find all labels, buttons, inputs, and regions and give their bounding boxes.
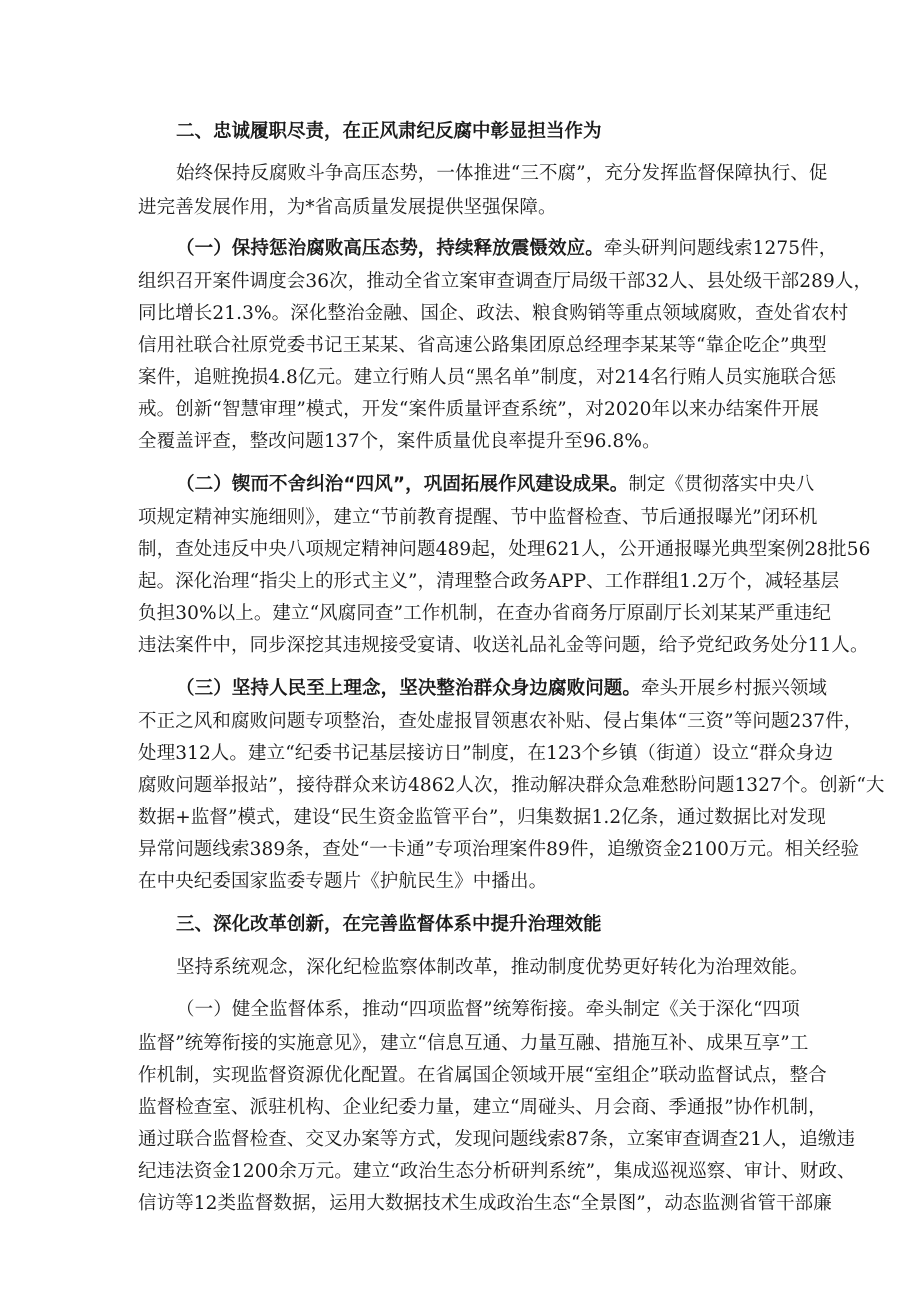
paragraph-line: 组织召开案件调度会36次，推动全省立案审查调查厅局级干部32人、县处级干部289人， [138, 271, 873, 292]
paragraph-line: 监督检查室、派驻机构、企业纪委力量，建立“周碰头、月会商、季通报”协作机制， [138, 1097, 827, 1118]
section-heading: 二、忠诚履职尽责，在正风肃纪反腐中彰显担当作为 [176, 121, 602, 142]
subsection-title: （三）坚持人民至上理念，坚决整治群众身边腐败问题。 [176, 678, 642, 699]
paragraph-line: 同比增长21.3%。深化整治金融、国企、政法、粮食购销等重点领域腐败，查处省农村 [138, 303, 849, 324]
paragraph-line: 案件，追赃挽损4.8亿元。建立行贿人员“黑名单”制度，对214名行贿人员实施联合惩 [138, 367, 837, 388]
paragraph-text: 牵头开展乡村振兴领域 [641, 678, 828, 699]
paragraph-line: 数据+监督”模式，建设“民生资金监管平台”，归集数据1.2亿条，通过数据比对发现 [138, 807, 826, 828]
paragraph-line [176, 233, 838, 265]
paragraph-line: 制，查处违反中央八项规定精神问题489起，处理621人，公开通报曝光典型案例28批56 [138, 539, 871, 560]
paragraph-line: 违法案件中，同步深挖其违规接受宴请、收送礼品礼金等问题，给予党纪政务处分11人。 [138, 635, 869, 656]
paragraph-line: 异常问题线索389条，查处“一卡通”专项治理案件89件，追缴资金2100万元。相关经验 [138, 839, 860, 860]
paragraph-line: 信访等12类监督数据，运用大数据技术生成政治生态“全景图”，动态监测省管干部廉 [138, 1193, 832, 1214]
paragraph-line: 全覆盖评查，整改问题137个，案件质量优良率提升至96.8%。 [138, 431, 661, 452]
paragraph-line: 信用社联合社原党委书记王某某、省高速公路集团原总经理李某某等“靠企吃企”典型 [138, 335, 827, 356]
section-heading: 三、深化改革创新，在完善监督体系中提升治理效能 [176, 914, 602, 935]
paragraph-line: 作机制，实现监督资源优化配置。在省属国企领域开展“室组企”联动监督试点，整合 [138, 1065, 827, 1086]
paragraph-line: 进完善发展作用，为*省高质量发展提供坚强保障。 [138, 197, 557, 218]
paragraph-line: 坚持系统观念，深化纪检监察体制改革，推动制度优势更好转化为治理效能。 [176, 957, 809, 978]
subsection-title: （一）保持惩治腐败高压态势，持续释放震慑效应。 [176, 238, 604, 259]
paragraph-line: 监督”统筹衔接的实施意见》，建立“信息互通、力量互融、措施互补、成果互享”工 [138, 1033, 809, 1054]
paragraph-line: 在中央纪委国家监委专题片《护航民生》中播出。 [138, 871, 548, 892]
paragraph-line: 通过联合监督检查、交叉办案等方式，发现问题线索87条，立案审查调查21人，追缴违 [138, 1129, 856, 1150]
paragraph-line: 项规定精神实施细则》，建立“节前教育提醒、节中监督检查、节后通报曝光”闭环机 [138, 507, 818, 528]
paragraph-line: 始终保持反腐败斗争高压态势，一体推进“三不腐”，充分发挥监督保障执行、促 [176, 163, 828, 184]
subsection-title: （二）锲而不舍纠治“四风”，巩固拓展作风建设成果。 [176, 474, 629, 495]
paragraph-text: 制定《贯彻落实中央八 [628, 474, 815, 495]
paragraph-line: 起。深化治理“指尖上的形式主义”，清理整合政务APP、工作群组1.2万个，减轻基层 [138, 571, 840, 592]
paragraph-text: 牵头研判问题线索1275件， [603, 238, 838, 259]
paragraph-line: （一）健全监督体系，推动“四项监督”统筹衔接。牵头制定《关于深化“四项 [176, 999, 800, 1020]
paragraph-line: 腐败问题举报站”，接待群众来访4862人次，推动解决群众急难愁盼问题1327个。创新“大 [138, 775, 885, 796]
paragraph-line [176, 469, 815, 501]
paragraph-line [176, 673, 828, 705]
paragraph-line: 纪违法资金1200余万元。建立“政治生态分析研判系统”，集成巡视巡察、审计、财政、 [138, 1161, 856, 1182]
paragraph-line: 戒。创新“智慧审理”模式，开发“案件质量评查系统”，对2020年以来办结案件开展 [138, 399, 819, 420]
paragraph-line: 负担30%以上。建立“风腐同查”工作机制，在查办省商务厅原副厅长刘某某严重违纪 [138, 603, 831, 624]
paragraph-line: 处理312人。建立“纪委书记基层接访日”制度，在123个乡镇（街道）设立“群众身边 [138, 743, 834, 764]
paragraph-line: 不正之风和腐败问题专项整治，查处虚报冒领惠农补贴、侵占集体“三资”等问题237件， [138, 711, 863, 732]
